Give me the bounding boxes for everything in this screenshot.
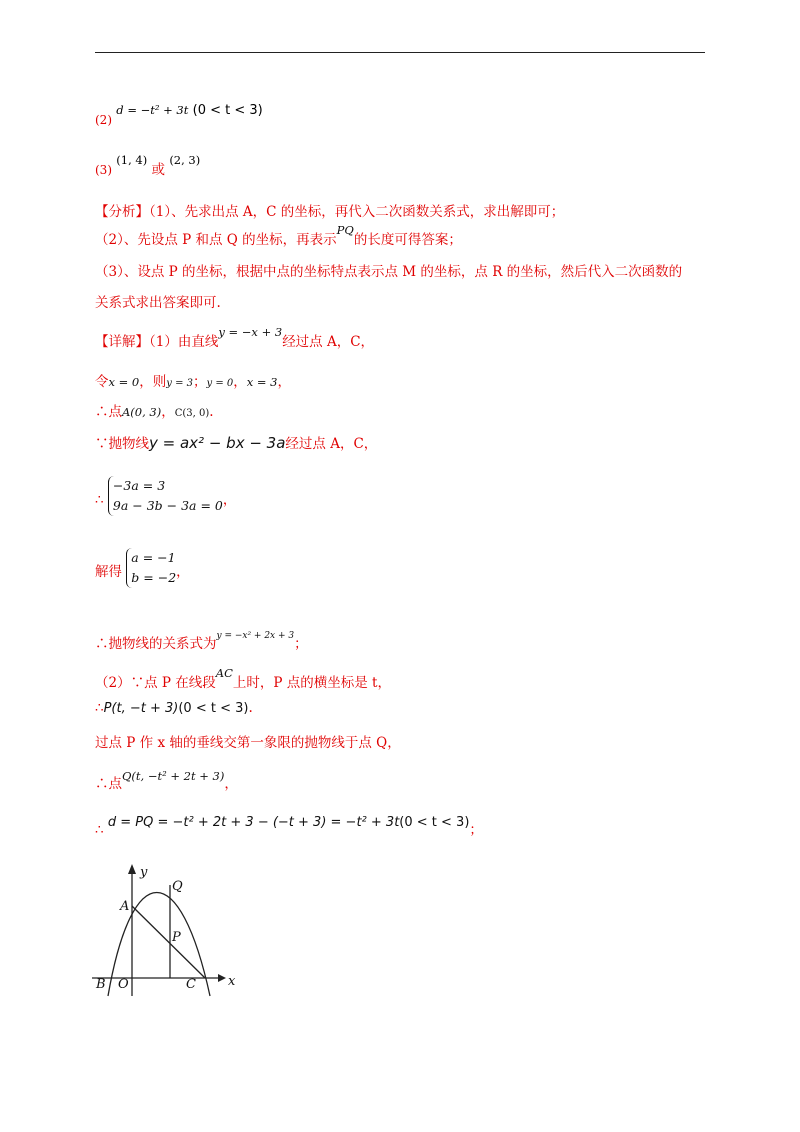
- part-2-line-5: [95, 810, 483, 838]
- detail-4-a: ∵抛物线: [95, 436, 149, 452]
- part-2-line-1: [95, 666, 391, 691]
- analysis-line-2: [95, 223, 462, 248]
- parabola-general-equation: y = ax² − bx − 3a: [149, 434, 286, 452]
- detail-3-b: ，: [161, 404, 175, 420]
- answer-2: [95, 102, 263, 127]
- part-2-5-a: ∴: [95, 822, 104, 838]
- part-2-1-b: 上时，P 点的横坐标是 t，: [232, 675, 391, 691]
- answer-2-formula: d = −t² + 3t: [116, 103, 189, 117]
- detail-x0: x = 0: [108, 375, 140, 389]
- answer-3-or: 或: [151, 162, 166, 178]
- detail-1-a: 【详解】（1）由直线: [95, 334, 219, 350]
- label-o: O: [118, 977, 129, 992]
- detail-1-b: 经过点 A，C，: [282, 334, 375, 350]
- detail-line-equation: y = −x + 3: [218, 325, 283, 339]
- label-b: B: [96, 977, 106, 992]
- detail-7-b: ；: [294, 636, 308, 652]
- label-p: P: [172, 930, 181, 945]
- detail-2-c: ；: [193, 374, 207, 390]
- detail-3-a: ∴点: [95, 404, 122, 420]
- equation-system-1: [108, 476, 223, 516]
- detail-line-7: [95, 632, 308, 652]
- system-1-eq2: 9a − 3b − 3a = 0: [112, 498, 223, 513]
- detail-line-4: [95, 432, 377, 452]
- part-2-5-b: ；: [469, 822, 483, 838]
- point-c-coords: C(3, 0): [174, 408, 210, 419]
- analysis-line-3: （3）、设点 P 的坐标，根据中点的坐标特点表示点 M 的坐标，点 R 的坐标，然后代入二次函数的: [95, 264, 683, 280]
- detail-5-a: ∴: [95, 491, 104, 508]
- answer-3-label: (3): [95, 163, 112, 177]
- distance-range: (0 < t < 3): [399, 815, 470, 830]
- part-2-line-4: [95, 764, 238, 792]
- label-q: Q: [172, 879, 183, 894]
- part-2-line-3: 过点 P 作 x 轴的垂线交第一象限的抛物线于点 Q，: [95, 735, 401, 751]
- detail-y3: y = 3: [166, 378, 193, 389]
- system-2-eq2: b = −2: [131, 570, 177, 585]
- answer-3-point2: (2, 3): [169, 153, 201, 167]
- point-p-range: (0 < t < 3): [178, 701, 249, 716]
- answer-3-point1: (1, 4): [116, 153, 148, 167]
- answer-2-range: (0 < t < 3): [192, 103, 263, 118]
- answer-2-label: (2): [95, 113, 112, 127]
- header-rule: [95, 52, 705, 53]
- equation-system-2: [126, 548, 176, 588]
- system-1-eq1: −3a = 3: [112, 478, 166, 493]
- analysis-line-2-b: 的长度可得答案；: [353, 232, 462, 248]
- system-2-eq1: a = −1: [131, 550, 176, 565]
- x-axis-arrow: [218, 974, 226, 982]
- part-2-line-2: [95, 700, 253, 716]
- detail-6-b: ，: [176, 563, 190, 580]
- analysis-line-1: 【分析】（1）、先求出点 A，C 的坐标，再代入二次函数关系式，求出解即可；: [95, 204, 565, 220]
- parabola-figure: [92, 858, 242, 998]
- detail-2-d: ，: [233, 374, 247, 390]
- part-2-2-b: .: [248, 700, 253, 716]
- distance-equation: d = PQ = −t² + 2t + 3 − (−t + 3) = −t² + 3t: [107, 815, 400, 830]
- detail-2-b: ，则: [139, 374, 167, 390]
- parabola-equation: y = −x² + 2x + 3: [216, 631, 295, 641]
- detail-line-1: [95, 325, 375, 350]
- part-2-2-a: ∴: [95, 700, 104, 716]
- detail-line-5: [95, 476, 236, 516]
- detail-y0: y = 0: [206, 378, 234, 389]
- detail-line-3: [95, 400, 214, 420]
- detail-x3: x = 3: [246, 375, 278, 389]
- detail-3-c: .: [209, 404, 214, 420]
- segment-ac-line: [132, 906, 205, 978]
- analysis-line-4: 关系式求出答案即可.: [95, 295, 221, 311]
- part-2-4-b: ，: [224, 776, 238, 792]
- label-a: A: [120, 899, 130, 914]
- point-p-coords: P(t, −t + 3): [103, 701, 179, 716]
- detail-5-b: ，: [222, 491, 237, 508]
- detail-7-a: ∴抛物线的关系式为: [95, 636, 217, 652]
- analysis-line-2-a: （2）、先设点 P 和点 Q 的坐标，再表示: [95, 232, 337, 248]
- detail-line-2: [95, 370, 291, 390]
- segment-ac: AC: [215, 666, 233, 680]
- label-x: x: [228, 974, 236, 989]
- detail-2-e: ，: [277, 374, 291, 390]
- part-2-1-a: （2）∵点 P 在线段: [95, 675, 216, 691]
- label-c: C: [186, 977, 196, 992]
- detail-6-a: 解得: [95, 563, 122, 580]
- detail-4-b: 经过点 A，C，: [285, 436, 378, 452]
- analysis-pq: PQ: [336, 223, 354, 237]
- y-axis-arrow: [128, 864, 136, 874]
- part-2-4-a: ∴点: [95, 776, 122, 792]
- answer-3: [95, 148, 201, 178]
- point-a-coords: A(0, 3): [122, 405, 162, 419]
- detail-2-a: 令: [95, 374, 109, 390]
- point-q-coords: Q(t, −t² + 2t + 3): [122, 769, 225, 783]
- detail-line-6: [95, 548, 190, 588]
- label-y: y: [140, 865, 148, 880]
